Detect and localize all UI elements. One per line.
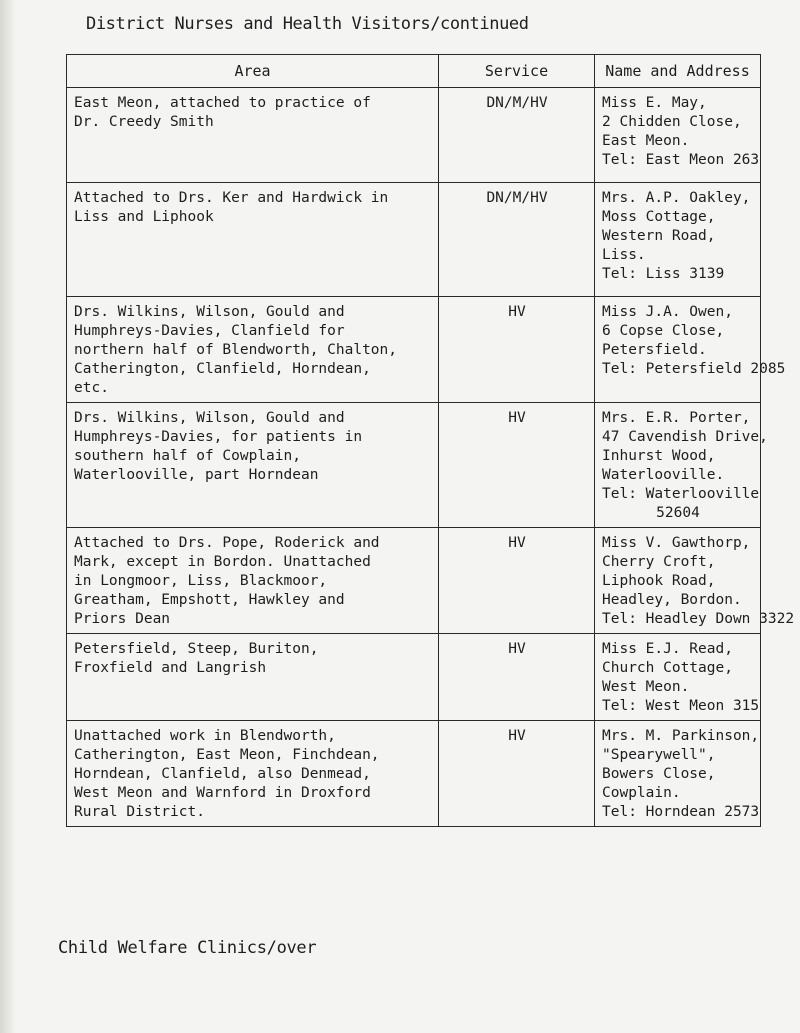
- address-line: 47 Cavendish Drive,: [602, 429, 768, 445]
- address-line: Mrs. A.P. Oakley,: [602, 190, 751, 206]
- address-line: Waterlooville.: [602, 467, 725, 483]
- address-line: Tel: West Meon 315: [602, 698, 760, 714]
- area-line: Humphreys-Davies, for patients in: [74, 429, 363, 445]
- area-line: etc.: [74, 380, 109, 396]
- address-line: Tel: Waterlooville: [602, 486, 760, 502]
- address-line: Cowplain.: [602, 785, 681, 801]
- table-row: [67, 634, 761, 721]
- table-row: [67, 183, 761, 297]
- header-service: Service: [439, 55, 595, 88]
- page-title: District Nurses and Health Visitors/continued: [86, 14, 529, 34]
- area-line: Catherington, Clanfield, Horndean,: [74, 361, 371, 377]
- address-line: Moss Cottage,: [602, 209, 716, 225]
- header-name-address: Name and Address: [595, 55, 761, 88]
- address-line: Church Cottage,: [602, 660, 733, 676]
- area-cell: [67, 403, 439, 528]
- table-row: [67, 88, 761, 183]
- area-line: Waterlooville, part Horndean: [74, 467, 319, 483]
- area-line: Unattached work in Blendworth,: [74, 728, 336, 744]
- name-address-cell: [595, 183, 761, 297]
- name-address-cell: [595, 721, 761, 827]
- area-line: West Meon and Warnford in Droxford: [74, 785, 371, 801]
- scan-edge-shadow: [0, 0, 16, 1033]
- address-line: Tel: Liss 3139: [602, 266, 725, 282]
- area-line: Greatham, Empshott, Hawkley and: [74, 592, 345, 608]
- address-line: Tel: Petersfield 2085: [602, 361, 786, 377]
- name-address-cell: [595, 403, 768, 528]
- area-line: southern half of Cowplain,: [74, 448, 301, 464]
- address-line: Miss E.J. Read,: [602, 641, 733, 657]
- address-line: Cherry Croft,: [602, 554, 716, 570]
- service-cell: HV: [439, 721, 595, 827]
- area-cell: [67, 634, 439, 721]
- address-line: Liss.: [602, 247, 646, 263]
- area-cell: [67, 183, 439, 297]
- page-footer: Child Welfare Clinics/over: [58, 938, 317, 958]
- area-line: in Longmoor, Liss, Blackmoor,: [74, 573, 328, 589]
- header-area: Area: [67, 55, 439, 88]
- address-line: Mrs. M. Parkinson,: [602, 728, 760, 744]
- service-cell: HV: [439, 634, 595, 721]
- area-line: Drs. Wilkins, Wilson, Gould and: [74, 410, 345, 426]
- area-line: Mark, except in Bordon. Unattached: [74, 554, 371, 570]
- table-row: [67, 528, 761, 634]
- area-line: Horndean, Clanfield, also Denmead,: [74, 766, 371, 782]
- area-line: Priors Dean: [74, 611, 171, 627]
- service-cell: HV: [439, 403, 595, 528]
- address-line: Western Road,: [602, 228, 716, 244]
- table-row: [67, 297, 761, 403]
- service-cell: HV: [439, 528, 595, 634]
- area-line: Froxfield and Langrish: [74, 660, 267, 676]
- address-line: 2 Chidden Close,: [602, 114, 742, 130]
- area-line: Drs. Wilkins, Wilson, Gould and: [74, 304, 345, 320]
- address-line: Miss E. May,: [602, 95, 707, 111]
- address-line: Miss V. Gawthorp,: [602, 535, 751, 551]
- area-line: Rural District.: [74, 804, 205, 820]
- address-line: Mrs. E.R. Porter,: [602, 410, 751, 426]
- name-address-cell: [595, 88, 761, 183]
- area-line: East Meon, attached to practice of: [74, 95, 371, 111]
- nurses-table: [66, 54, 795, 827]
- address-line: Tel: Headley Down 3322: [602, 611, 795, 627]
- address-line: Liphook Road,: [602, 573, 716, 589]
- address-line: Tel: East Meon 263: [602, 152, 760, 168]
- address-line: 6 Copse Close,: [602, 323, 725, 339]
- area-cell: [67, 721, 439, 827]
- address-line: "Spearywell",: [602, 747, 716, 763]
- address-line: Inhurst Wood,: [602, 448, 716, 464]
- table-row: [67, 721, 761, 827]
- area-line: Catherington, East Meon, Finchdean,: [74, 747, 380, 763]
- table-row: [67, 403, 761, 528]
- service-cell: DN/M/HV: [439, 183, 595, 297]
- address-line: Miss J.A. Owen,: [602, 304, 733, 320]
- area-line: Liss and Liphook: [74, 209, 214, 225]
- area-line: Attached to Drs. Pope, Roderick and: [74, 535, 380, 551]
- name-address-cell: [595, 634, 761, 721]
- name-address-cell: [595, 528, 795, 634]
- address-line: 52604: [656, 505, 700, 521]
- address-line: West Meon.: [602, 679, 690, 695]
- table-header-row: [67, 55, 761, 88]
- service-cell: HV: [439, 297, 595, 403]
- area-line: Humphreys-Davies, Clanfield for: [74, 323, 345, 339]
- address-line: Petersfield.: [602, 342, 707, 358]
- area-line: Dr. Creedy Smith: [74, 114, 214, 130]
- address-line: Headley, Bordon.: [602, 592, 742, 608]
- area-cell: [67, 88, 439, 183]
- area-cell: [67, 528, 439, 634]
- area-line: Attached to Drs. Ker and Hardwick in: [74, 190, 389, 206]
- service-cell: DN/M/HV: [439, 88, 595, 183]
- area-line: northern half of Blendworth, Chalton,: [74, 342, 398, 358]
- address-line: East Meon.: [602, 133, 690, 149]
- area-cell: [67, 297, 439, 403]
- address-line: Tel: Horndean 2573: [602, 804, 760, 820]
- address-line: Bowers Close,: [602, 766, 716, 782]
- area-line: Petersfield, Steep, Buriton,: [74, 641, 319, 657]
- name-address-cell: [595, 297, 786, 403]
